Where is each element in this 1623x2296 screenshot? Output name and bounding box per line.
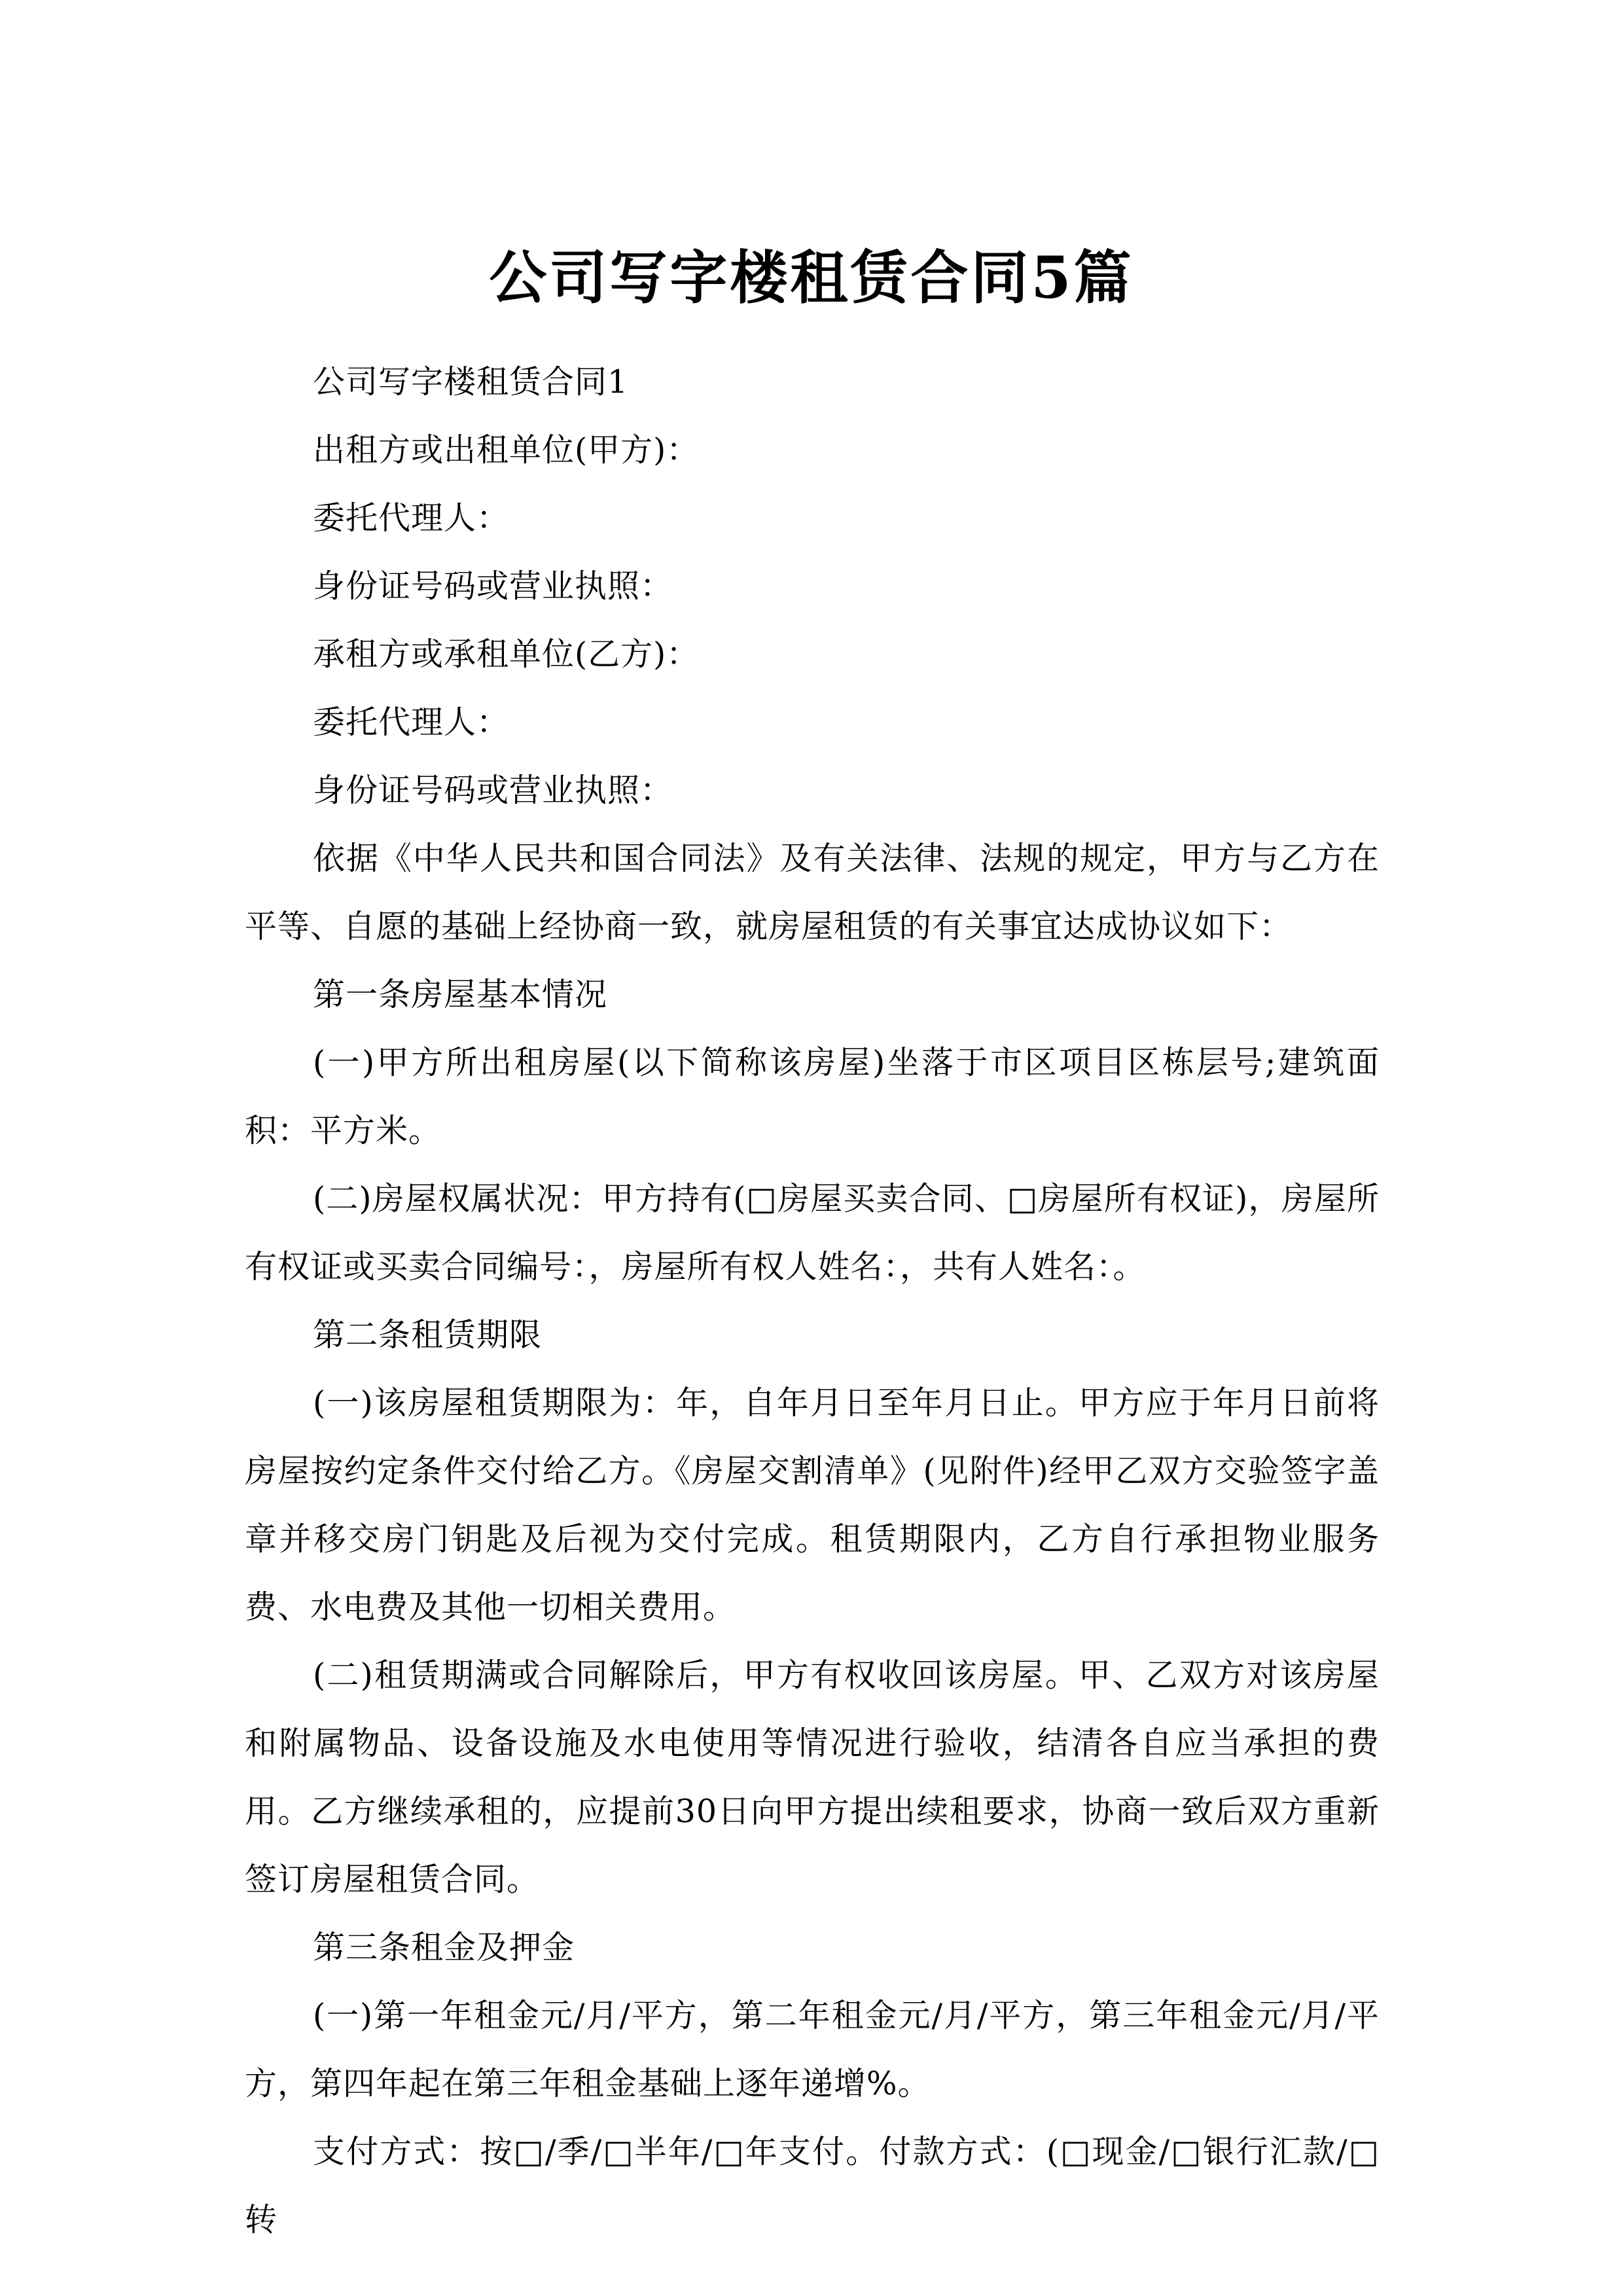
lessee-id-field: 身份证号码或营业执照： [313,772,673,809]
lessor-field: 出租方或出租单位(甲方)： [313,431,700,469]
article-3-clause-1: (一)第一年租金元/月/平方，第二年租金元/月/平方，第三年租金元/月/平方，第四年起在第三年租金基础上逐年递增%。 [245,1997,1380,2102]
article-2-clause-2: (二)租赁期满或合同解除后，甲方有权收回该房屋。甲、乙双方对该房屋和附属物品、设备设施及水电使用等情况进行验收，结清各自应当承担的费用。乙方继续承租的，应提前30日向甲方提出续租要求，协商一致后双方重新签订房屋租赁合同。 [245,1657,1380,1898]
payment-method-paragraph: 支付方式：按□/季/□半年/□年支付。付款方式：(□现金/□银行汇款/□转 [245,2133,1380,2238]
document-body [245,348,1380,2254]
lessee-agent-field: 委托代理人： [313,704,510,741]
article-2-clause-1: (一)该房屋租赁期限为：年，自年月日至年月日止。甲方应于年月日前将房屋按约定条件交付给乙方。《房屋交割清单》(见附件)经甲乙双方交验签字盖章并移交房门钥匙及后视为交付完成。租赁期限内，乙方自行承担物业服务费、水电费及其他一切相关费用。 [245,1384,1380,1626]
lessor-id-field: 身份证号码或营业执照： [313,567,673,605]
preamble-paragraph: 依据《中华人民共和国合同法》及有关法律、法规的规定，甲方与乙方在平等、自愿的基础上经协商一致，就房屋租赁的有关事宜达成协议如下： [245,840,1380,945]
lessor-agent-field: 委托代理人： [313,499,510,537]
contract-subtitle: 公司写字楼租赁合同1 [313,363,629,401]
article-1-heading: 第一条房屋基本情况 [313,976,608,1013]
article-2-heading: 第二条租赁期限 [313,1316,543,1354]
lessee-field: 承租方或承租单位(乙方)： [313,636,700,673]
document-title: 公司写字楼租赁合同5篇 [489,243,1134,312]
article-3-heading: 第三条租金及押金 [313,1929,575,1966]
article-1-clause-1: (一)甲方所出租房屋(以下简称该房屋)坐落于市区项目区栋层号;建筑面积：平方米。 [245,1044,1380,1149]
article-1-clause-2: (二)房屋权属状况：甲方持有(□房屋买卖合同、□房屋所有权证)，房屋所有权证或买卖合同编号：，房屋所有权人姓名：，共有人姓名：。 [245,1180,1380,1285]
